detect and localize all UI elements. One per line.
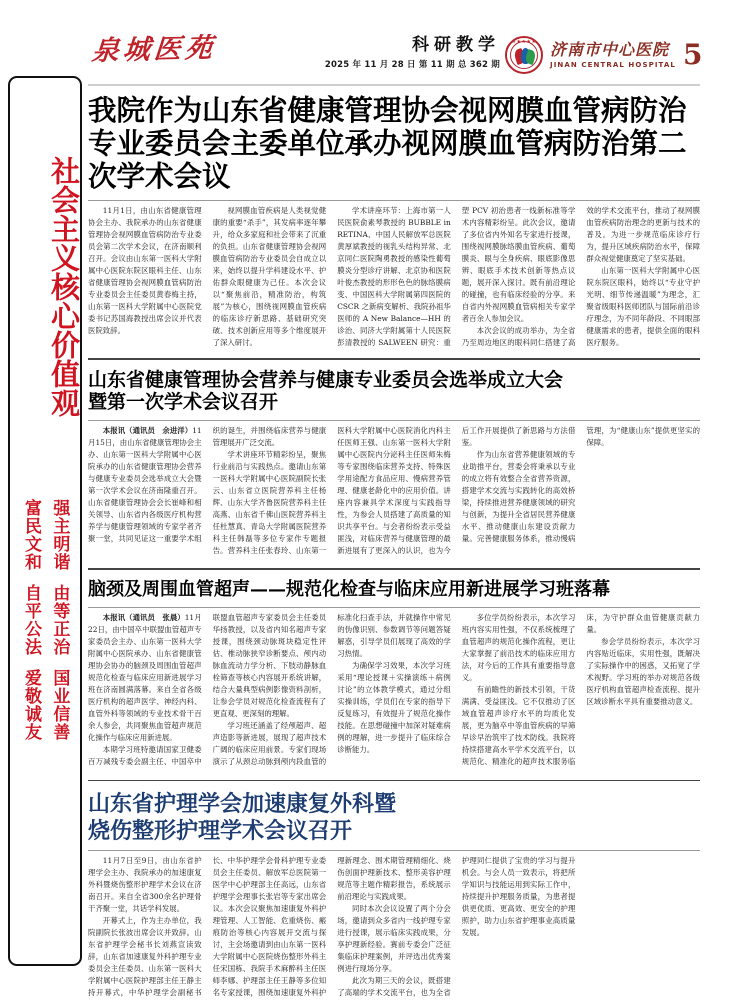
article-byline: 本报讯（通讯员 张晨） [102,612,185,622]
headline-line: 山东省护理学会加速康复外科暨 [88,791,397,818]
article-headline [88,364,700,419]
article-paragraph: 有前瞻性的新技术引领，干货满满、受益匪浅。它不仅推动了区域血管超声诊疗水平的均质化发展，更为脑卒中等血管疾病的早筛早诊早治筑牢了技术防线。我院将持续搭建高水平学术交流平台，以规范化、精准化的超声技术服务临床，为守护群众血管健康贡献力量。 [461,612,700,766]
headline-rule [88,607,700,608]
headline-line: 烧伤整形护理学术会议召开 [88,817,353,844]
article-divider [88,358,700,360]
article-paragraph: 开幕式上，作为主办单位，我院副院长张波出席会议并致辞。山东省护理学会秘书长刘燕宣读致辞，山东省加速康复外科护理专业委员会主任委员、山东第一医科大学附属中心医院护理部主任王静主持开幕式，中华护理学会副秘书长、中华护理学会骨科护理专业委员会主任委员、解放军总医院第一医学中心护理部主任高远，山东省护理学会理事长张岩等专家出席会议。本次会议聚焦加速康复外科护理管理、人工智能、危重烧伤、瘢痕防治等核心内容展开交流与探讨，主会场邀请到由山东第一医科大学附属中心医院烧伤整形外科主任宋国栋、我院手术麻醉科主任医师李娜、护理部主任王静等多位知名专家授课，围绕加速康复外科护理新理念、围术期管理精细化、烧伤创面护理新技术、整形美容护理规范等主题作精彩报告，系统展示前沿理论与实践成果。 [88,855,451,997]
headline-line: 脑颈及周围血管超声——规范化检查与临床应用新进展学习班落幕 [88,578,610,600]
section-header [300,36,500,70]
article-headline [88,785,700,848]
article-paragraph: 同时本次会议设置了两个分会场，邀请到众多省内一线护理专家进行授课，展示临床实践成果，分享护理新经验。赛前专委会广泛征集临床护理案例，并评选出优秀案例进行现场分享。 [337,903,451,973]
masthead-title: 泉城医苑 [90,32,218,67]
article-headline [88,574,700,605]
core-values-column-left: 自平公法 [21,584,41,656]
core-values-column-right: 国业信善 [49,669,70,741]
article-paragraph: 学术讲座环节精彩纷呈，聚焦行业前沿与实践热点。邀请山东第一医科大学附属中心医院副院长张云、山东省立医院营养科主任杨辉、山东大学齐鲁医院营养科主任高燕、山东省千佛山医院营养科主任杜慧真、青岛大学附属医院营养科主任韩磊等多位专家作专题报告。营养科主任张春玲、山东第一医科大学附属中心医院消化内科主任医师王强、山东第一医科大学附属中心医院内分泌科主任医师朱梅等专家围绕临床营养支持、特殊医学用途配方食品应用、慢病营养管理、健康老龄化中的应用价值。讲座内容兼具学术深度与实践指导性，为参会人员搭建了高质量的知识共享平台。与会者纷纷表示受益匪浅，对临床营养与健康管理的最新进展有了更深入的认识，也为今后工作开展提供了新思路与方法借鉴。 [212,426,576,556]
core-values-title: 社会主义核心价值观 [47,155,81,417]
hospital-emblem-icon [505,36,543,74]
article-paragraph: 为确保学习效果，本次学习班采用“理论授课＋实操演练＋病例讨论”的立体教学模式，通过分组实操训练，学员们在专家的指导下反复练习，有效提升了规范化操作技能。在思想碰撞中加深对疑难病例的理解，进一步提升了临床综合诊断能力。 [337,660,451,754]
newspaper-content [88,88,700,1005]
core-values-group [10,499,80,571]
header-divider [88,84,700,86]
article-paragraph: 本报讯（通讯员 余进洋）11月15日，由山东省健康管理协会主办、山东第一医科大学附属中心医院承办的山东省健康管理协会营养与健康专业委员会选举成立大会暨第一次学术会议在济南隆重召开。山东省健康管理协会会长崔峰和相关领导、山东省内各级医疗机构营养学与健康管理领域的专家学者齐聚一堂，共同见证这一重要学术组织的诞生，并围绕临床营养与健康管理展开广泛交流。 [88,426,327,544]
article-body [88,855,700,1005]
core-values-group [10,584,80,656]
article-paragraph: 本次会议的成功举办，为全省乃至周边地区的眼科同仁搭建了高效的学术交流平台，推动了视网膜血管疾病防治理念的更新与技术的普及。为进一步规范临床诊疗行为，提升区域疾病防治水平，保障群众视觉健康奠定了坚实基础。 [461,206,700,347]
article-body [88,612,700,777]
hospital-name-block [550,41,676,69]
core-values-panel [8,76,82,966]
issue-date-line: 2025 年 11 月 28 日 第 11 期 总 362 期 [324,59,500,70]
core-values-column-right: 由等正治 [49,584,70,656]
page-header [0,0,745,88]
article-nutrition [88,358,700,565]
core-values-column-left: 富民文和 [21,499,41,571]
hospital-logo [505,36,676,74]
article-paragraph: 学习班还涵盖了经颅超声、超声造影等新进展，展现了超声技术广阔的临床应用前景。专家们现场演示了从颈总动脉到颅内段血管的标准化扫查手法，并就操作中常见的伪像识别、参数调节等问题答疑解惑，引导学员们展现了高效的学习热情。 [212,612,451,766]
headline-line: 暨第一次学术会议召开 [88,391,279,414]
article-paragraph: 参会学员纷纷表示，本次学习内容贴近临床，实用性强，既解决了实际操作中的困惑，又拓宽了学术视野。学习班的举办对规范各级医疗机构血管超声检查流程、提升区域诊断水平具有重要推动意义。 [586,636,700,706]
article-paragraph: 11月1日，由山东省健康管理协会主办、我院承办的山东省健康管理协会视网膜血管病防治专业委员会第二次学术会议，在济南顺利召开。会议由山东第一医科大学附属中心医院东院区眼科主任、山东省健康管理协会视网膜血管病防治专业委员会主任委员黄春梅主持，山东第一医科大学附属中心医院党委书记苏国海教授出席会议并代表医院致辞。 [88,206,202,335]
hospital-name-cn: 济南市中心医院 [550,40,670,60]
article-paragraph: 多位学员纷纷表示，本次学习班内容实用性强，不仅系统梳理了血管超声的规范化操作流程，更让大家掌握了前沿技术的临床应用方法，对今后的工作具有重要指导意义。 [461,612,576,682]
hospital-name-en: JINAN CENTRAL HOSPITAL [550,60,676,69]
article-ultrasound [88,568,700,776]
headline-line: 山东省健康管理协会营养与健康专业委员会选举成立大会 [88,368,564,391]
article-nursing [88,780,700,1005]
article-byline: 本报讯（通讯员 余进洋） [102,426,193,436]
article-paragraph: 视网膜血管疾病是人类视觉健康的重要“杀手”，其发病率逐年攀升，给众多家庭和社会带来了沉重的负担。山东省健康管理协会视网膜血管病防治专业委员会自成立以来，始终以提升学科建设水平、护佑群众眼健康为己任。本次会议以“聚焦前沿，精准防治，构筑展”为核心，围绕视网膜血管疾病的临床诊疗新思路、基础研究突破、技术创新应用等多个维度展开了深入研讨。 [212,206,327,347]
emblem-stars: ★★★★★ [511,39,537,45]
article-paragraph: 本期学习班特邀请国家卫健委百万减残专委会副主任、中国卒中联盟血管超声专家委员会主任委员华扬教授，以及省内知名超声专家授课，围绕颈动脉斑块稳定性评估、椎动脉狭窄诊断要点、颅内动脉血流动力学分析、下肢动静脉血栓筛查等核心内容展开系统讲解，结合大量典型病例影像资料剖析，让参会学员对规范化检查流程有了更直观、更深刻的理解。 [88,612,327,766]
article-divider [88,568,700,570]
section-title: 科研教学 [412,35,500,55]
article-body [88,205,700,355]
core-values-column-left: 爱敬诚友 [21,669,41,741]
headline-rule [88,850,700,851]
article-paragraph: 作为山东省营养健康领域的专业助推平台，营委会将秉承以专业的成立将有效整合全省营养资源，搭建学术交流与实践转化的高效桥梁，持续推进营养健康领域的研究与创新，为提升全省居民营养健康水平、推动健康山东建设贡献力量。完善健康服务体系，推动慢病管理，为“健康山东”提供更坚实的保障。 [461,426,700,544]
headline-line: 我院作为山东省健康管理协会视网膜血管病防治专业委员会主委单位承办视网膜血管病防治第二次学术会议 [88,93,687,194]
page-number: 5 [683,38,703,71]
article-paragraph: 本报讯（通讯员 张晨）11月22日，由中国卒中联盟血管超声专家委员会主办、山东第一医科大学附属中心医院承办、山东省健康管理协会协办的脑颈及周围血管超声规范化检查与临床应用新进展学习班在济南圆满落幕。来自全省各级医疗机构的超声医学、神经内科、血管外科等领域的专业技术骨干百余人参会，共同聚焦血管超声规范化操作与临床应用新进展。 [88,612,202,742]
article-paragraph: 此次为期三天的会议，既搭建了高端的学术交流平台，也为全省护理同仁提供了宝贵的学习与提升机会。与会人员一致表示，将把所学知识与技能运用到实际工作中，持续提升护理服务质量，为患者提供更优质、更高效、更安全的护理照护，助力山东省护理事业高质量发展。 [337,855,576,997]
article-paragraph: 11月7日至9日，由山东省护理学会主办、我院承办的加速康复外科暨烧伤整形护理学术会议在济南召开。来自全省300余名护理骨干齐聚一堂，共话学科发展。 [88,855,202,913]
article-lead [88,88,700,355]
core-values-column-right: 强主明谐 [49,499,70,571]
article-body [88,425,700,565]
article-headline [88,88,700,198]
article-paragraph: 学术讲座环节：上海市第一人民医院俞素琴教授的 BUBBLE in RETINA、中国人民解放军总医院黄厚斌教授的视乳头结构异常、北京同仁医院陶勇教授的感染性葡萄膜炎分型诊疗讲解、北京协和医院叶俊杰教授的形形色色的脉络膜病变、中国医科大学附属第四医院的 CSCR 之新病变解析、我院孙祖华医师的 A New Balance—HH 的诊治、同济大学附属第十人民医院彭清教授的 SALWEEN 研究：重塑 PCV 初治患者一线新标准等学术内容精彩纷呈。此次会议，邀请了多位省内外知名专家进行授课，围绕视网膜脉络膜血管疾病、葡萄膜炎、眼与全身疾病、眼底影像思辨、眼底手术技术创新等热点议题，展开深入探讨。既有前沿理论的碰撞，也有临床经验的分享。来自省内外视网膜血管病相关专家学者百余人参加会议。 [337,206,576,347]
core-values-groups [10,499,80,741]
article-paragraph: 山东第一医科大学附属中心医院东院区眼科，始终以“专业守护光明、细节传递温暖”为理念，汇聚省级眼科医师团队与国际前沿诊疗理念，为不同年龄段、不同眼部健康需求的患者，提供全面的眼科医疗服务。 [586,266,700,347]
core-values-group [10,669,80,741]
headline-rule [88,420,700,421]
headline-rule [88,200,700,201]
article-divider [88,780,700,782]
